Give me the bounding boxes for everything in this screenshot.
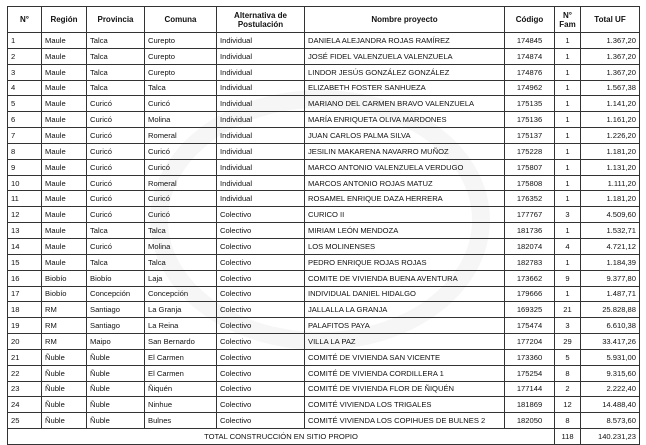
row-number: 2 [8,48,42,64]
provincia-cell: Curicó [87,191,145,207]
total-uf-cell: 4.509,60 [581,207,640,223]
table-row [8,207,640,223]
row-number: 11 [8,191,42,207]
code-cell: 175135 [505,96,555,112]
table-row [8,397,640,413]
alternativa-cell: Colectivo [217,286,305,302]
table-row [8,223,640,239]
project-name-cell: MARIANO DEL CARMEN BRAVO VALENZUELA [305,96,505,112]
row-number: 13 [8,223,42,239]
comuna-cell: Ñiquén [145,381,217,397]
region-cell: Ñuble [42,397,87,413]
table-row [8,143,640,159]
table-row [8,64,640,80]
project-name-cell: PEDRO ENRIQUE ROJAS ROJAS [305,254,505,270]
total-label: TOTAL CONSTRUCCIÓN EN SITIO PROPIO [8,429,555,445]
region-cell: Ñuble [42,349,87,365]
table-row [8,318,640,334]
region-cell: Maule [42,64,87,80]
comuna-cell: San Bernardo [145,334,217,350]
row-number: 3 [8,64,42,80]
alternativa-cell: Individual [217,64,305,80]
comuna-cell: Curicó [145,159,217,175]
code-cell: 177767 [505,207,555,223]
families-cell: 1 [555,254,581,270]
code-cell: 175137 [505,128,555,144]
project-name-cell: PALAFITOS PAYA [305,318,505,334]
code-cell: 175474 [505,318,555,334]
provincia-cell: Talca [87,64,145,80]
families-cell: 8 [555,413,581,429]
provincia-cell: Curicó [87,238,145,254]
alternativa-cell: Individual [217,159,305,175]
alternativa-cell: Colectivo [217,238,305,254]
provincia-cell: Ñuble [87,349,145,365]
row-number: 24 [8,397,42,413]
alternativa-cell: Colectivo [217,302,305,318]
comuna-cell: La Granja [145,302,217,318]
comuna-cell: Romeral [145,128,217,144]
row-number: 16 [8,270,42,286]
alternativa-cell: Colectivo [217,334,305,350]
region-cell: Maule [42,207,87,223]
project-name-cell: COMITÉ DE VIVIENDA CORDILLERA 1 [305,365,505,381]
alternativa-cell: Colectivo [217,349,305,365]
total-row [8,429,640,445]
total-uf-cell: 6.610,38 [581,318,640,334]
provincia-cell: Concepción [87,286,145,302]
region-cell: Ñuble [42,413,87,429]
alternativa-cell: Individual [217,175,305,191]
alternativa-cell: Individual [217,33,305,49]
project-name-cell: LINDOR JESÚS GONZÁLEZ GONZÁLEZ [305,64,505,80]
header-region: Región [42,7,87,33]
region-cell: Maule [42,191,87,207]
families-cell: 3 [555,207,581,223]
region-cell: Maule [42,33,87,49]
region-cell: Maule [42,143,87,159]
region-cell: Maule [42,175,87,191]
row-number: 19 [8,318,42,334]
total-uf-cell: 8.573,60 [581,413,640,429]
region-cell: Maule [42,48,87,64]
region-cell: Maule [42,128,87,144]
families-cell: 1 [555,96,581,112]
alternativa-cell: Colectivo [217,223,305,239]
project-name-cell: COMITÉ DE VIVIENDA FLOR DE ÑIQUÉN [305,381,505,397]
comuna-cell: Concepción [145,286,217,302]
region-cell: Maule [42,159,87,175]
families-cell: 1 [555,223,581,239]
row-number: 7 [8,128,42,144]
alternativa-cell: Individual [217,143,305,159]
header-fam: N° Fam [555,7,581,33]
code-cell: 177204 [505,334,555,350]
families-cell: 1 [555,191,581,207]
region-cell: Ñuble [42,365,87,381]
total-uf-cell: 4.721,12 [581,238,640,254]
alternativa-cell: Individual [217,128,305,144]
code-cell: 179666 [505,286,555,302]
provincia-cell: Ñuble [87,413,145,429]
project-name-cell: CURICO II [305,207,505,223]
total-uf-cell: 14.488,40 [581,397,640,413]
project-name-cell: COMITÉ VIVIENDA LOS TRIGALES [305,397,505,413]
row-number: 5 [8,96,42,112]
provincia-cell: Talca [87,254,145,270]
comuna-cell: Curicó [145,191,217,207]
provincia-cell: Curicó [87,112,145,128]
row-number: 4 [8,80,42,96]
provincia-cell: Curicó [87,143,145,159]
comuna-cell: Curicó [145,207,217,223]
row-number: 18 [8,302,42,318]
project-name-cell: ROSAMEL ENRIQUE DAZA HERRERA [305,191,505,207]
table-row [8,238,640,254]
provincia-cell: Talca [87,223,145,239]
project-name-cell: DANIELA ALEJANDRA ROJAS RAMÍREZ [305,33,505,49]
alternativa-cell: Colectivo [217,318,305,334]
total-uf-cell: 1.567,38 [581,80,640,96]
comuna-cell: Curepto [145,64,217,80]
alternativa-cell: Colectivo [217,270,305,286]
project-name-cell: LOS MOLINENSES [305,238,505,254]
total-uf-cell: 1.367,20 [581,33,640,49]
table-row [8,191,640,207]
region-cell: Maule [42,96,87,112]
table-row [8,80,640,96]
families-cell: 1 [555,159,581,175]
total-uf-cell: 1.367,20 [581,48,640,64]
total-uf-cell: 1.226,20 [581,128,640,144]
total-uf: 140.231,23 [581,429,640,445]
total-uf-cell: 1.367,20 [581,64,640,80]
alternativa-cell: Colectivo [217,365,305,381]
table-row [8,175,640,191]
families-cell: 1 [555,143,581,159]
table-row [8,286,640,302]
project-name-cell: VILLA LA PAZ [305,334,505,350]
provincia-cell: Curicó [87,128,145,144]
comuna-cell: Bulnes [145,413,217,429]
total-fam: 118 [555,429,581,445]
total-uf-cell: 33.417,26 [581,334,640,350]
region-cell: Ñuble [42,381,87,397]
code-cell: 181869 [505,397,555,413]
code-cell: 182783 [505,254,555,270]
provincia-cell: Talca [87,48,145,64]
table-row [8,33,640,49]
provincia-cell: Talca [87,80,145,96]
comuna-cell: Romeral [145,175,217,191]
total-uf-cell: 2.222,40 [581,381,640,397]
families-cell: 3 [555,318,581,334]
families-cell: 5 [555,349,581,365]
header-alternativa: Alternativa de Postulación [217,7,305,33]
project-name-cell: MARCOS ANTONIO ROJAS MATUZ [305,175,505,191]
table-row [8,349,640,365]
alternativa-cell: Colectivo [217,397,305,413]
provincia-cell: Talca [87,33,145,49]
total-uf-cell: 1.131,20 [581,159,640,175]
project-name-cell: MIRIAM LEÓN MENDOZA [305,223,505,239]
alternativa-cell: Colectivo [217,381,305,397]
provincia-cell: Ñuble [87,381,145,397]
region-cell: Maule [42,112,87,128]
row-number: 15 [8,254,42,270]
row-number: 21 [8,349,42,365]
provincia-cell: Ñuble [87,397,145,413]
families-cell: 1 [555,48,581,64]
region-cell: Biobío [42,286,87,302]
header-row [8,7,640,33]
table-row [8,159,640,175]
comuna-cell: Curepto [145,33,217,49]
provincia-cell: Biobío [87,270,145,286]
region-cell: Maule [42,223,87,239]
families-cell: 21 [555,302,581,318]
families-cell: 1 [555,33,581,49]
table-row [8,381,640,397]
total-uf-cell: 9.377,80 [581,270,640,286]
code-cell: 176352 [505,191,555,207]
provincia-cell: Santiago [87,318,145,334]
comuna-cell: Molina [145,112,217,128]
project-name-cell: JALLALLA LA GRANJA [305,302,505,318]
code-cell: 174874 [505,48,555,64]
header-provincia: Provincia [87,7,145,33]
project-name-cell: INDIVIDUAL DANIEL HIDALGO [305,286,505,302]
families-cell: 1 [555,175,581,191]
families-cell: 29 [555,334,581,350]
code-cell: 174876 [505,64,555,80]
families-cell: 12 [555,397,581,413]
row-number: 25 [8,413,42,429]
total-uf-cell: 1.161,20 [581,112,640,128]
table-row [8,96,640,112]
table-row [8,413,640,429]
table-row [8,334,640,350]
total-uf-cell: 5.931,00 [581,349,640,365]
row-number: 1 [8,33,42,49]
region-cell: Maule [42,80,87,96]
provincia-cell: Curicó [87,207,145,223]
row-number: 6 [8,112,42,128]
comuna-cell: El Carmen [145,349,217,365]
project-name-cell: JOSÉ FIDEL VALENZUELA VALENZUELA [305,48,505,64]
table-row [8,112,640,128]
table-row [8,270,640,286]
alternativa-cell: Individual [217,48,305,64]
region-cell: Maule [42,238,87,254]
region-cell: RM [42,302,87,318]
header-proyecto: Nombre proyecto [305,7,505,33]
code-cell: 181736 [505,223,555,239]
comuna-cell: Curicó [145,143,217,159]
alternativa-cell: Colectivo [217,413,305,429]
row-number: 23 [8,381,42,397]
total-uf-cell: 1.532,71 [581,223,640,239]
region-cell: Biobío [42,270,87,286]
provincia-cell: Curicó [87,159,145,175]
total-uf-cell: 1.181,20 [581,143,640,159]
total-uf-cell: 1.141,20 [581,96,640,112]
comuna-cell: Curepto [145,48,217,64]
comuna-cell: Talca [145,80,217,96]
families-cell: 1 [555,128,581,144]
alternativa-cell: Individual [217,96,305,112]
total-uf-cell: 1.181,20 [581,191,640,207]
table-row [8,254,640,270]
families-cell: 1 [555,286,581,302]
families-cell: 1 [555,64,581,80]
header-num: N° [8,7,42,33]
project-name-cell: JUAN CARLOS PALMA SILVA [305,128,505,144]
comuna-cell: La Reina [145,318,217,334]
project-name-cell: COMITE DE VIVIENDA BUENA AVENTURA [305,270,505,286]
table-row [8,302,640,318]
project-name-cell: MARÍA ENRIQUETA OLIVA MARDONES [305,112,505,128]
row-number: 8 [8,143,42,159]
comuna-cell: Ninhue [145,397,217,413]
comuna-cell: Talca [145,223,217,239]
families-cell: 2 [555,381,581,397]
total-uf-cell: 9.315,60 [581,365,640,381]
header-total: Total UF [581,7,640,33]
row-number: 20 [8,334,42,350]
provincia-cell: Ñuble [87,365,145,381]
code-cell: 173360 [505,349,555,365]
code-cell: 169325 [505,302,555,318]
comuna-cell: El Carmen [145,365,217,381]
families-cell: 1 [555,112,581,128]
alternativa-cell: Individual [217,80,305,96]
row-number: 22 [8,365,42,381]
comuna-cell: Curicó [145,96,217,112]
row-number: 12 [8,207,42,223]
comuna-cell: Talca [145,254,217,270]
total-uf-cell: 1.487,71 [581,286,640,302]
total-uf-cell: 1.184,39 [581,254,640,270]
table-row [8,365,640,381]
project-name-cell: MARCO ANTONIO VALENZUELA VERDUGO [305,159,505,175]
row-number: 9 [8,159,42,175]
provincia-cell: Santiago [87,302,145,318]
table-row [8,48,640,64]
row-number: 17 [8,286,42,302]
comuna-cell: Molina [145,238,217,254]
families-cell: 8 [555,365,581,381]
code-cell: 182074 [505,238,555,254]
row-number: 14 [8,238,42,254]
row-number: 10 [8,175,42,191]
provincia-cell: Curicó [87,96,145,112]
region-cell: RM [42,334,87,350]
code-cell: 173662 [505,270,555,286]
project-name-cell: ELIZABETH FOSTER SANHUEZA [305,80,505,96]
families-cell: 4 [555,238,581,254]
table-row [8,128,640,144]
code-cell: 175228 [505,143,555,159]
code-cell: 175808 [505,175,555,191]
code-cell: 174845 [505,33,555,49]
alternativa-cell: Colectivo [217,207,305,223]
header-codigo: Código [505,7,555,33]
project-name-cell: COMITÉ VIVIENDA LOS COPIHUES DE BULNES 2 [305,413,505,429]
code-cell: 175254 [505,365,555,381]
total-uf-cell: 25.828,88 [581,302,640,318]
alternativa-cell: Individual [217,112,305,128]
project-name-cell: JESILIN MAKARENA NAVARRO MUÑOZ [305,143,505,159]
project-name-cell: COMITÉ DE VIVIENDA SAN VICENTE [305,349,505,365]
comuna-cell: Laja [145,270,217,286]
code-cell: 177144 [505,381,555,397]
alternativa-cell: Individual [217,191,305,207]
total-uf-cell: 1.111,20 [581,175,640,191]
families-cell: 9 [555,270,581,286]
code-cell: 175807 [505,159,555,175]
code-cell: 174962 [505,80,555,96]
alternativa-cell: Colectivo [217,254,305,270]
provincia-cell: Maipo [87,334,145,350]
header-comuna: Comuna [145,7,217,33]
projects-table [7,6,640,445]
region-cell: Maule [42,254,87,270]
code-cell: 182050 [505,413,555,429]
provincia-cell: Curicó [87,175,145,191]
code-cell: 175136 [505,112,555,128]
region-cell: RM [42,318,87,334]
families-cell: 1 [555,80,581,96]
